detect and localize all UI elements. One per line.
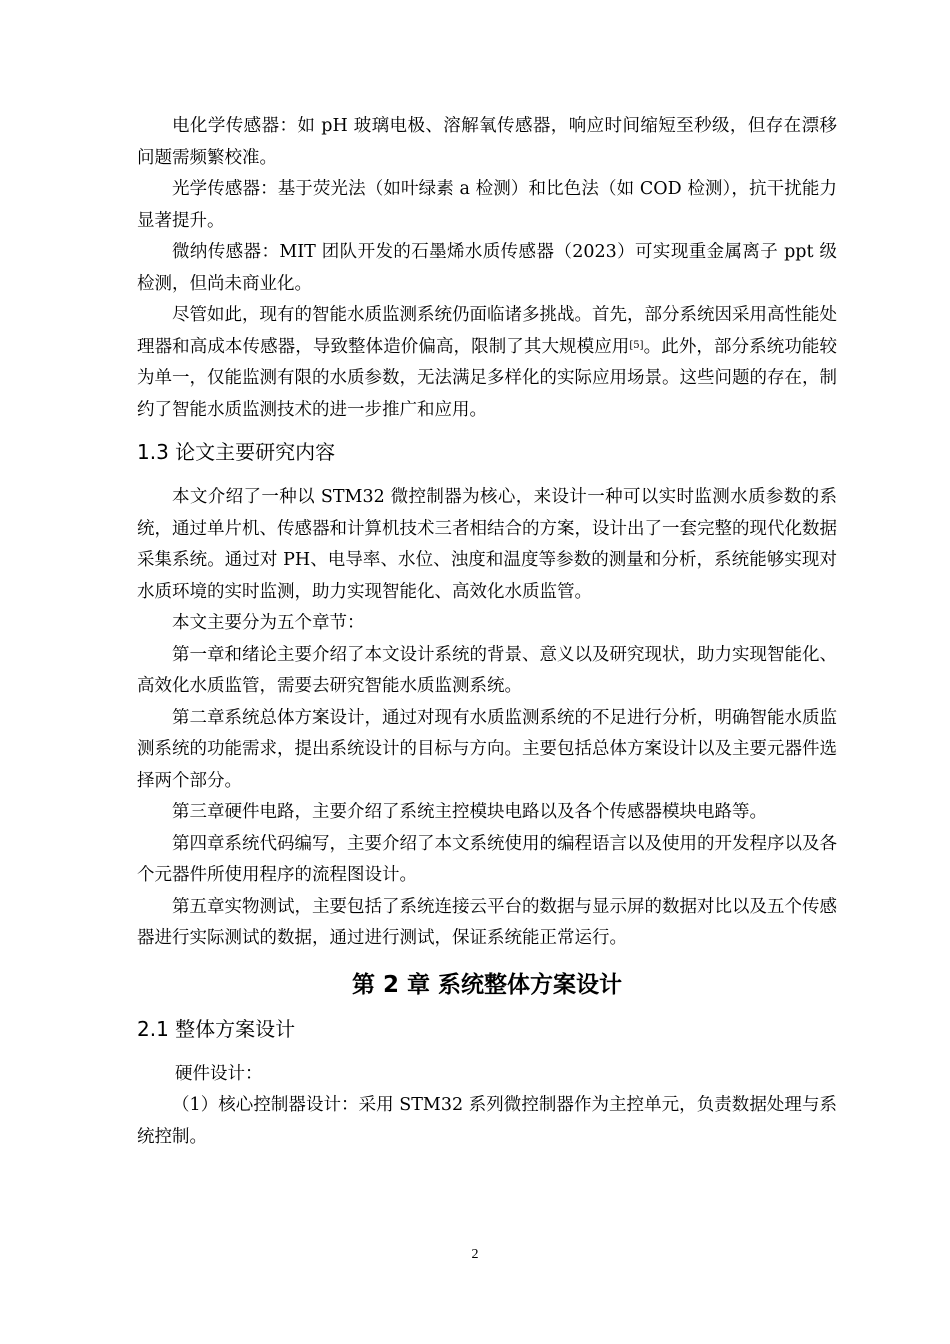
section-heading-2-1: 2.1 整体方案设计 xyxy=(137,1016,296,1041)
paragraph-chapter-5: 第五章实物测试，主要包括了系统连接云平台的数据与显示屏的数据对比以及五个传感器进行实际测试的数据，通过进行测试，保证系统能正常运行。 xyxy=(137,896,837,948)
challenges-text-continued: 。此外，部分系统功能较为单一，仅能监测有限的水质参数，无法满足多样化的实际应用场景。这些问题的存在，制约了智能水质监测技术的进一步推广和应用。 xyxy=(137,336,838,420)
citation-ref: [5] xyxy=(629,339,644,351)
paragraph-optical-sensor: 光学传感器：基于荧光法（如叶绿素 a 检测）和比色法（如 COD 检测），抗干扰能力显著提升。 xyxy=(137,179,837,231)
paragraph-chapter-1: 第一章和绪论主要介绍了本文设计系统的背景、意义以及研究现状，助力实现智能化、高效化水质监管，需要去研究智能水质监测系统。 xyxy=(137,644,837,696)
paragraph-hardware-design: 硬件设计： xyxy=(175,1063,263,1084)
challenges-text: 尽管如此，现有的智能水质监测系统仍面临诸多挑战。首先，部分系统因采用高性能处理器和高成本传感器，导致整体造价偏高，限制了其大规模应用 xyxy=(137,305,837,357)
page-number: 2 xyxy=(471,1247,479,1262)
paragraph-micro-nano-sensor: 微纳传感器：MIT 团队开发的石墨烯水质传感器（2023）可实现重金属离子 ppt 级检测，但尚未商业化。 xyxy=(137,242,837,294)
paragraph-core-controller: （1）核心控制器设计：采用 STM32 系列微控制器作为主控单元，负责数据处理与系统控制。 xyxy=(137,1095,837,1147)
paragraph-chapter-2: 第二章系统总体方案设计，通过对现有水质监测系统的不足进行分析，明确智能水质监测系统的功能需求，提出系统设计的目标与方向。主要包括总体方案设计以及主要元器件选择两个部分。 xyxy=(137,707,837,791)
paragraph-research-intro: 本文介绍了一种以 STM32 微控制器为核心，来设计一种可以实时监测水质参数的系统，通过单片机、传感器和计算机技术三者相结合的方案，设计出了一套完整的现代化数据采集系统。通过对 PH、电导率、水位、浊度和温度等参数的测量和分析，系统能够实现对水质环境的实时监测，助力实现智能化、高效化水质监管。 xyxy=(137,487,837,602)
paragraph-chapter-overview: 本文主要分为五个章节： xyxy=(172,613,365,633)
paragraph-chapter-4: 第四章系统代码编写，主要介绍了本文系统使用的编程语言以及使用的开发程序以及各个元器件所使用程序的流程图设计。 xyxy=(137,833,837,885)
chapter-2-title: 第 2 章 系统整体方案设计 xyxy=(351,971,623,998)
page-content xyxy=(137,111,837,1153)
section-heading-1-3: 1.3 论文主要研究内容 xyxy=(137,440,336,464)
paragraph-electrochemical-sensor: 电化学传感器：如 pH 玻璃电极、溶解氧传感器，响应时间缩短至秒级，但存在漂移问题需频繁校准。 xyxy=(137,116,837,168)
paragraph-chapter-3: 第三章硬件电路，主要介绍了系统主控模块电路以及各个传感器模块电路等。 xyxy=(172,802,767,822)
paragraph-challenges xyxy=(137,300,837,426)
